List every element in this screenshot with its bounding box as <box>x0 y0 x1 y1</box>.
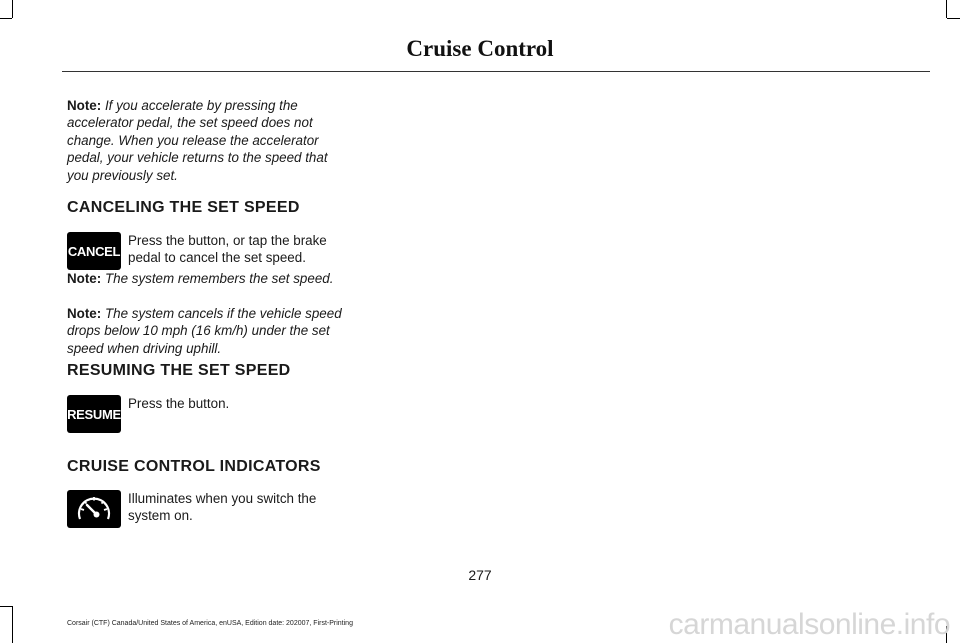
crop-mark-top-left-h <box>0 18 12 19</box>
crop-mark-top-left-v <box>12 0 13 18</box>
note-text: The system cancels if the vehicle speed drops below 10 mph (16 km/h) under the set speed when driving uphill. <box>67 306 342 356</box>
cancel-description: Press the button, or tap the brake pedal to cancel the set speed. <box>128 233 327 266</box>
note-label: Note: <box>67 306 102 321</box>
crop-mark-top-right-v <box>946 0 947 18</box>
crop-mark-top-right-h <box>947 18 960 19</box>
note-label: Note: <box>67 98 102 113</box>
page-number: 277 <box>468 567 492 583</box>
note-label: Note: <box>67 271 102 286</box>
footer-edition-info: Corsair (CTF) Canada/United States of America, enUSA, Edition date: 202007, First-Printing <box>67 620 353 627</box>
watermark-text: carmanualsonline.info <box>668 608 950 641</box>
note-text: The system remembers the set speed. <box>104 271 334 286</box>
note-text: If you accelerate by pressing the accelerator pedal, the set speed does not change. When you release the accelerator pedal, your vehicle returns to the speed that you previously set. <box>67 98 328 183</box>
indicator-description: Illuminates when you switch the system on. <box>128 491 317 524</box>
resume-description: Press the button. <box>128 396 230 411</box>
crop-mark-bottom-left-h <box>0 606 12 607</box>
page-header-title: Cruise Control <box>406 36 554 61</box>
header-divider <box>62 71 930 72</box>
heading-resuming: RESUMING THE SET SPEED <box>67 362 291 379</box>
cancel-button-icon: CANCEL <box>67 232 121 270</box>
heading-canceling: CANCELING THE SET SPEED <box>67 199 300 216</box>
note-remembers <box>67 270 342 287</box>
resume-button-icon: RESUME <box>67 395 121 433</box>
heading-indicators: CRUISE CONTROL INDICATORS <box>67 458 321 475</box>
note-accelerate <box>67 97 342 184</box>
note-cancels-uphill <box>67 305 342 357</box>
crop-mark-bottom-left-v <box>12 606 13 643</box>
cruise-control-speedometer-icon <box>67 490 121 528</box>
